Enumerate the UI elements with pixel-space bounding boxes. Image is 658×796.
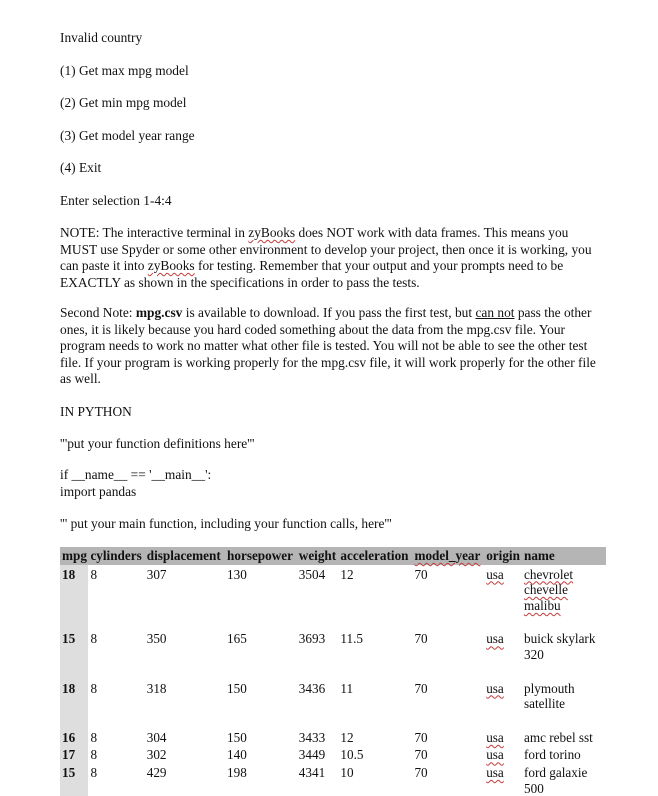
table-row	[60, 728, 606, 746]
menu-option-min-mpg: (2) Get min mpg model	[60, 95, 187, 110]
cell-acceleration: 12	[340, 566, 354, 582]
cell-horsepower: 140	[227, 747, 247, 763]
cell-origin: usa	[486, 764, 504, 780]
table-header-row	[60, 547, 606, 565]
table-row	[60, 679, 606, 728]
cell-weight: 3433	[298, 729, 326, 745]
second-note-paragraph: Second Note: mpg.csv is available to download. If you pass the first test, but can not pass the other ones, it is likely because you hard coded something about the data from the mpg.csv file. Your program needs to work no matter what other file is tested. You will not be able to see the other test file. If your program is working properly for the mpg.csv file, it will work properly for the other file as well.	[60, 305, 596, 387]
cell-horsepower: 198	[227, 764, 247, 780]
cell-horsepower: 130	[227, 566, 247, 582]
cell-horsepower: 150	[227, 680, 247, 696]
note-paragraph: NOTE: The interactive terminal in zyBooks does NOT work with data frames. This means you MUST use Spyder or some other environment to develop your project, then once it is working, you can paste it into zyBooks for testing. Remember that your output and your prompts need to be EXACTLY as shown in the specifications in order to pass the tests.	[60, 225, 592, 290]
cell-displacement: 307	[146, 566, 167, 582]
cell-displacement: 318	[146, 680, 167, 696]
cell-origin: usa	[486, 680, 504, 696]
header-name: name	[522, 547, 606, 565]
cell-origin: usa	[486, 566, 504, 582]
cell-origin: usa	[486, 747, 504, 763]
header-mpg: mpg	[62, 548, 87, 563]
cell-displacement: 304	[146, 729, 167, 745]
cell-cylinders: 8	[90, 747, 98, 763]
cell-mpg: 18	[60, 679, 88, 728]
cell-origin: usa	[486, 729, 504, 745]
cell-model-year: 70	[414, 566, 428, 582]
cell-weight: 4341	[298, 764, 326, 780]
table-row	[60, 565, 606, 630]
header-model-year: model_year	[412, 547, 484, 565]
cell-cylinders: 8	[90, 631, 98, 647]
header-weight: weight	[297, 547, 339, 565]
cell-name: ford torino	[524, 747, 581, 763]
cell-model-year: 70	[414, 764, 428, 780]
cell-mpg: 16	[60, 728, 88, 746]
selection-prompt: Enter selection 1-4:4	[60, 193, 172, 208]
cell-cylinders: 8	[90, 729, 98, 745]
code-main-comment: ''' put your main function, including your function calls, here'''	[60, 516, 392, 531]
menu-option-exit: (4) Exit	[60, 160, 102, 175]
header-cylinders: cylinders	[88, 547, 144, 565]
cell-displacement: 350	[146, 631, 167, 647]
cell-acceleration: 10.5	[340, 747, 364, 763]
cell-displacement: 302	[146, 747, 167, 763]
table-row	[60, 629, 606, 678]
code-function-defs-comment: '''put your function definitions here'''	[60, 436, 255, 451]
cell-model-year: 70	[414, 631, 428, 647]
cell-cylinders: 8	[90, 680, 98, 696]
code-import: import pandas	[60, 484, 137, 499]
cell-weight: 3693	[298, 631, 326, 647]
header-origin: origin	[484, 547, 522, 565]
mpg-csv-filename: mpg.csv	[135, 305, 183, 320]
prompt-invalid-country: Invalid country	[60, 30, 143, 45]
cell-acceleration: 11	[340, 680, 354, 696]
cell-mpg: 18	[60, 565, 88, 630]
cell-weight: 3449	[298, 747, 326, 763]
cell-horsepower: 150	[227, 729, 247, 745]
cell-model-year: 70	[414, 729, 428, 745]
cell-name: plymouth satellite	[524, 680, 575, 712]
cell-cylinders: 8	[90, 566, 98, 582]
mpg-data-table	[60, 547, 606, 796]
code-if-main: if __name__ == '__main__':	[60, 467, 212, 482]
menu-option-max-mpg: (1) Get max mpg model	[60, 63, 189, 78]
header-acceleration: acceleration	[338, 547, 412, 565]
cell-mpg: 17	[60, 745, 88, 763]
table-row	[60, 763, 606, 796]
cell-acceleration: 12	[340, 729, 354, 745]
cell-acceleration: 10	[340, 764, 354, 780]
cell-name: ford galaxie 500	[524, 764, 588, 796]
cell-acceleration: 11.5	[340, 631, 363, 647]
language-heading: IN PYTHON	[60, 404, 132, 419]
cell-name: chevrolet chevelle malibu	[524, 566, 574, 613]
cell-mpg: 15	[60, 763, 88, 796]
table-row	[60, 745, 606, 763]
cell-weight: 3436	[298, 680, 326, 696]
cell-name: amc rebel sst	[524, 729, 593, 745]
menu-option-year-range: (3) Get model year range	[60, 128, 195, 143]
cell-name: buick skylark 320	[524, 631, 596, 662]
header-displacement: displacement	[145, 547, 225, 565]
cell-horsepower: 165	[227, 631, 247, 647]
cell-displacement: 429	[146, 764, 167, 780]
cell-cylinders: 8	[90, 764, 98, 780]
cell-model-year: 70	[414, 680, 428, 696]
header-horsepower: horsepower	[225, 547, 297, 565]
cell-weight: 3504	[298, 566, 326, 582]
cell-model-year: 70	[414, 747, 428, 763]
cell-mpg: 15	[60, 629, 88, 678]
cell-origin: usa	[486, 631, 504, 647]
